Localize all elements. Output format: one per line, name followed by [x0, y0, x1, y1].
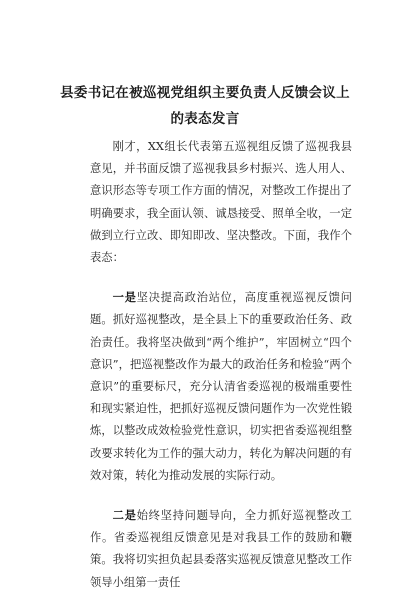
paragraph-point-two — [90, 504, 352, 594]
paragraph-point-one — [90, 286, 352, 487]
paragraph-intro — [90, 136, 352, 269]
paragraph-point-two-text: 始终坚持问题导向，全力抓好巡视整改工作。省委巡视组反馈意见是对我县工作的鼓励和鞭策。我将切实担负起县委落实巡视反馈意见整改工作领导小组第一责任 — [90, 509, 352, 589]
document-body — [90, 136, 352, 611]
paragraph-point-two-lead: 二是 — [112, 508, 137, 523]
paragraph-point-one-lead: 一是 — [112, 290, 137, 305]
paragraph-point-one-text: 坚决提高政治站位，高度重视巡视反馈问题。抓好巡视整改，是全县上下的重要政治任务、政治责任。我将坚决做到“两个维护”，牢固树立“四个意识”，把巡视整改作为最大的政治任务和检验“两个意识”的重要标尺，充分认清省委巡视的极端重要性和现实紧迫性，把抓好巡视反馈问题作为一次党性锻炼，以整改成效检验党性意识，切实把省委巡视组整改要求转化为工作的强大动力，转化为解决问题的有效对策，转化为推动发展的实际行动。 — [90, 291, 352, 482]
paragraph-intro-text: 刚才，XX组长代表第五巡视组反馈了巡视我县意见，并书面反馈了巡视我县乡村振兴、选人用人、意识形态等专项工作方面的情况，对整改工作提出了明确要求，我全面认领、诚恳接受、照单全收，一定做到立行立改、即知即改、坚决整改。下面，我作个表态： — [90, 140, 352, 265]
document-title: 县委书记在被巡视党组织主要负责人反馈会议上的表态发言 — [60, 85, 350, 127]
